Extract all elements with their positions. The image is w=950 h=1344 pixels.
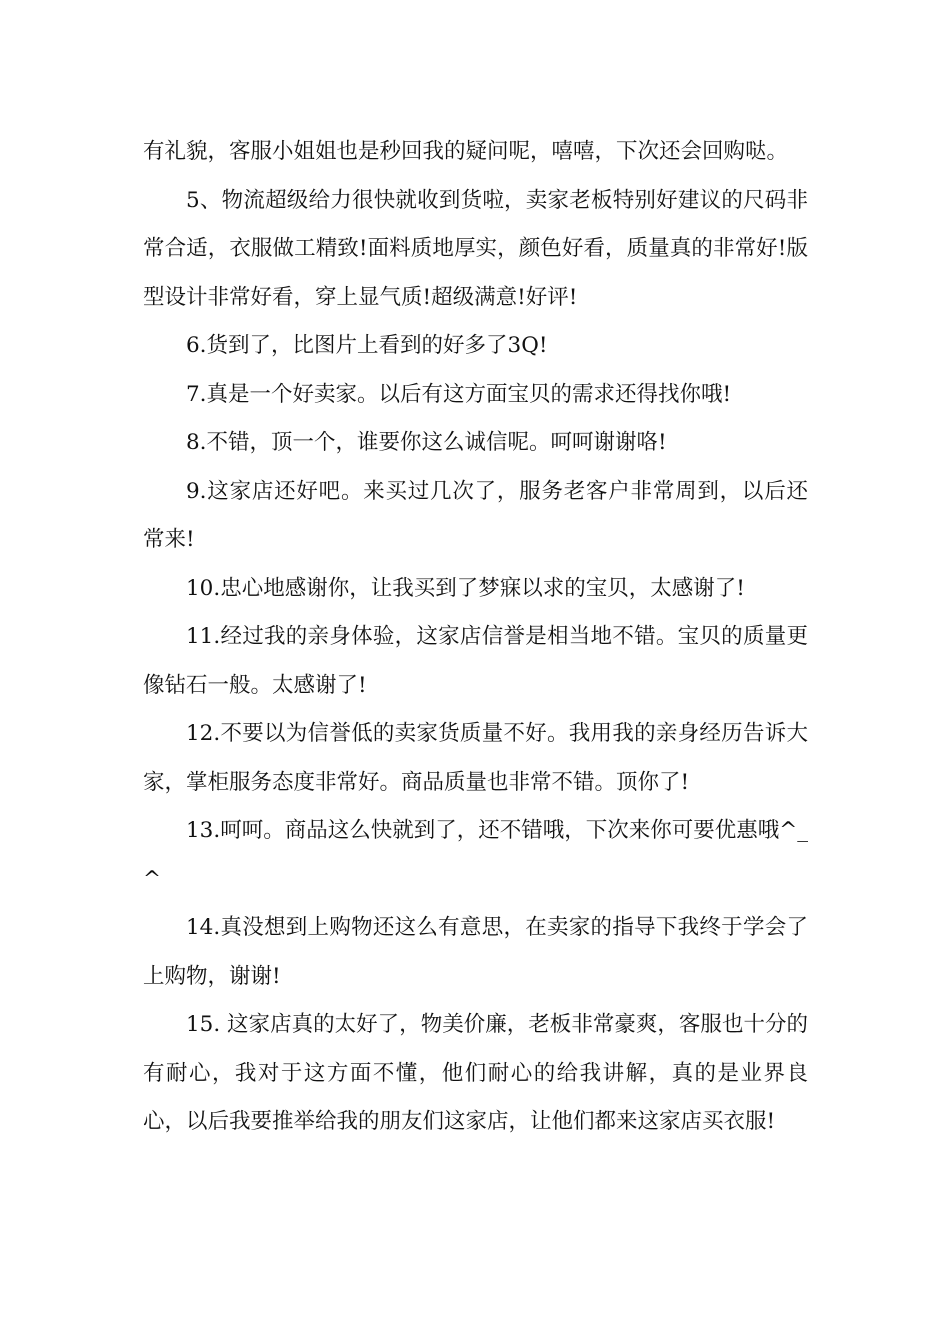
paragraph-6: 6.货到了，比图片上看到的好多了3Q! [186,333,548,358]
paragraph-12: 12.不要以为信誉低的卖家货质量不好。我用我的亲身经历告诉大家，掌柜服务态度非常好。商品质量也非常不错。顶你了! [143,721,808,795]
paragraph-15: 15. 这家店真的太好了，物美价廉，老板非常豪爽，客服也十分的有耐心，我对于这方面不懂，他们耐心的给我讲解，真的是业界良心，以后我要推举给我的朋友们这家店，让他们都来这家店买衣服! [143,1012,808,1134]
paragraph-10: 10.忠心地感谢你，让我买到了梦寐以求的宝贝，太感谢了! [186,575,745,601]
document-body [143,128,808,1147]
paragraph-9: 9.这家店还好吧。来买过几次了，服务老客户非常周到，以后还常来! [143,478,808,552]
paragraph-8: 8.不错，顶一个，谁要你这么诚信呢。呵呵谢谢咯! [186,430,667,455]
paragraph-7: 7.真是一个好卖家。以后有这方面宝贝的需求还得找你哦! [186,381,732,407]
paragraph-5: 5、物流超级给力很快就收到货啦，卖家老板特别好建议的尺码非常合适，衣服做工精致!面料质地厚实，颜色好看，质量真的非常好!版型设计非常好看，穿上显气质!超级满意!好评! [143,187,808,310]
paragraph-continuation: 有礼貌，客服小姐姐也是秒回我的疑问呢，嘻嘻，下次还会回购哒。 [143,139,789,164]
paragraph-13: 13.呵呵。商品这么快就到了，还不错哦，下次来你可要优惠哦^_^ [143,818,808,892]
paragraph-14: 14.真没想到上购物还这么有意思，在卖家的指导下我终于学会了上购物，谢谢! [143,915,808,989]
paragraph-11: 11.经过我的亲身体验，这家店信誉是相当地不错。宝贝的质量更像钻石一般。太感谢了! [143,624,808,698]
